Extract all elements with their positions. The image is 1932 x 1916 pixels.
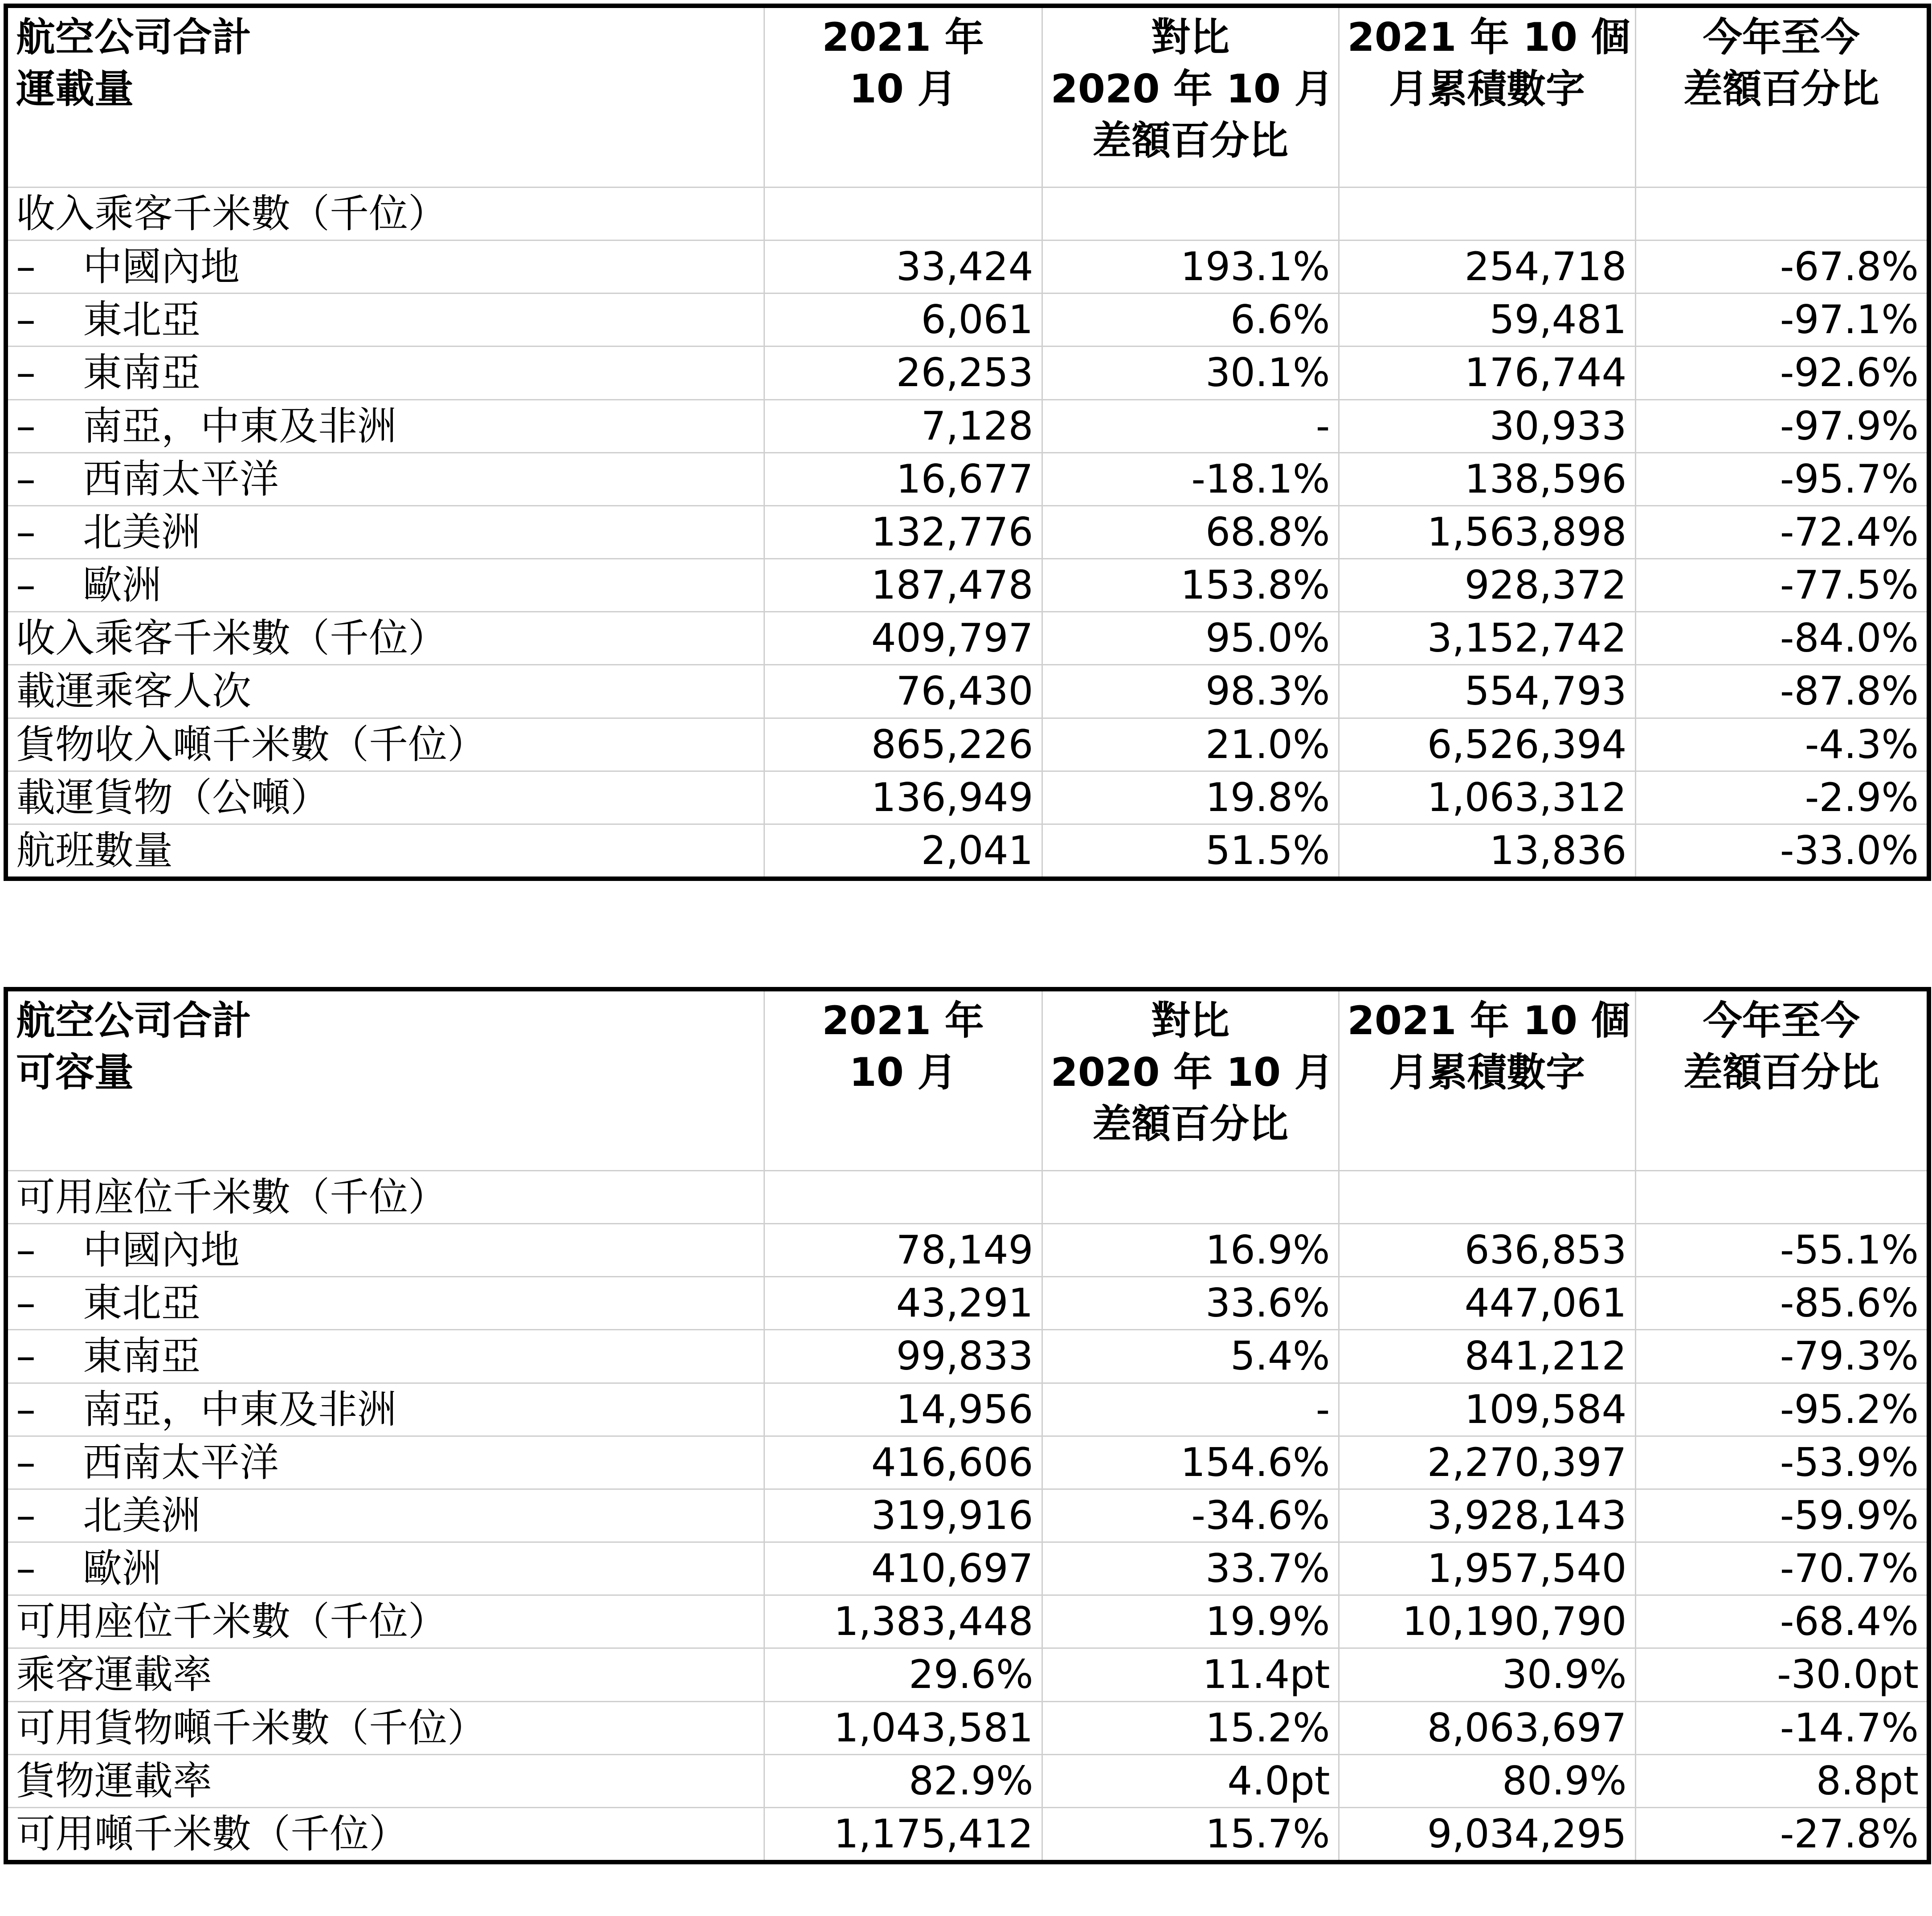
cumulative-value: 3,152,742 xyxy=(1339,612,1635,665)
month-value: 99,833 xyxy=(764,1330,1042,1383)
table-row xyxy=(6,1701,1929,1754)
header-row xyxy=(6,989,1929,1171)
row-label: 中國內地 xyxy=(83,244,240,290)
row-label-cell xyxy=(6,453,764,505)
table-row xyxy=(6,824,1929,879)
ytd-value xyxy=(1635,1171,1929,1224)
month-value: 76,430 xyxy=(764,665,1042,718)
cumulative-value: 30,933 xyxy=(1339,400,1635,453)
row-label: 北美洲 xyxy=(83,1492,201,1538)
compare-value: -34.6% xyxy=(1042,1489,1339,1542)
compare-value: 154.6% xyxy=(1042,1436,1339,1489)
table-row xyxy=(6,771,1929,824)
ytd-value: -87.8% xyxy=(1635,665,1929,718)
row-label-cell xyxy=(6,1171,764,1224)
cumulative-value: 138,596 xyxy=(1339,453,1635,505)
cumulative-value: 1,563,898 xyxy=(1339,505,1635,558)
cumulative-value: 554,793 xyxy=(1339,665,1635,718)
compare-value: 6.6% xyxy=(1042,294,1339,347)
month-value: 82.9% xyxy=(764,1754,1042,1807)
row-label-cell xyxy=(6,718,764,771)
month-value: 187,478 xyxy=(764,559,1042,612)
month-value: 410,697 xyxy=(764,1542,1042,1595)
ytd-value: -92.6% xyxy=(1635,347,1929,400)
ytd-value: -27.8% xyxy=(1635,1807,1929,1862)
month-value: 6,061 xyxy=(764,294,1042,347)
table-row xyxy=(6,1383,1929,1436)
row-label-cell xyxy=(6,771,764,824)
row-label-cell xyxy=(6,612,764,665)
cumulative-value: 1,957,540 xyxy=(1339,1542,1635,1595)
row-label-cell xyxy=(6,665,764,718)
month-value: 416,606 xyxy=(764,1436,1042,1489)
cumulative-value: 6,526,394 xyxy=(1339,718,1635,771)
month-value: 319,916 xyxy=(764,1489,1042,1542)
month-value xyxy=(764,188,1042,241)
dash-marker: – xyxy=(16,1280,36,1326)
row-label-cell xyxy=(6,1542,764,1595)
dash-marker: – xyxy=(16,509,36,555)
cumulative-value: 2,270,397 xyxy=(1339,1436,1635,1489)
table-row xyxy=(6,347,1929,400)
ytd-value: -85.6% xyxy=(1635,1277,1929,1330)
dash-marker: – xyxy=(16,562,36,608)
title-line-1: 航空公司合計 xyxy=(16,14,252,60)
row-label: 貨物收入噸千米數（千位） xyxy=(16,721,487,767)
compare-value: 153.8% xyxy=(1042,559,1339,612)
table-row xyxy=(6,400,1929,453)
month-value: 1,175,412 xyxy=(764,1807,1042,1862)
ytd-value: -55.1% xyxy=(1635,1224,1929,1277)
ytd-value xyxy=(1635,188,1929,241)
table-row xyxy=(6,1648,1929,1701)
col-header-ytd: 今年至今 差額百分比 xyxy=(1635,989,1929,1171)
ytd-value: -14.7% xyxy=(1635,1701,1929,1754)
table-title xyxy=(6,6,764,188)
dash-marker: – xyxy=(16,1333,36,1379)
row-label: 東南亞 xyxy=(83,350,201,396)
row-label: 收入乘客千米數（千位） xyxy=(16,191,448,236)
row-label-cell xyxy=(6,1277,764,1330)
dash-marker: – xyxy=(16,1227,36,1273)
dash-marker: – xyxy=(16,350,36,396)
compare-value: 16.9% xyxy=(1042,1224,1339,1277)
row-label: 收入乘客千米數（千位） xyxy=(16,615,448,661)
month-value: 14,956 xyxy=(764,1383,1042,1436)
row-label: 可用座位千米數（千位） xyxy=(16,1598,448,1645)
row-label-cell xyxy=(6,1648,764,1701)
dash-marker: – xyxy=(16,456,36,502)
row-label-cell xyxy=(6,1489,764,1542)
capacity-table xyxy=(4,987,1931,1864)
table-row xyxy=(6,453,1929,505)
table-row xyxy=(6,1754,1929,1807)
ytd-value: -79.3% xyxy=(1635,1330,1929,1383)
month-value: 26,253 xyxy=(764,347,1042,400)
month-value: 29.6% xyxy=(764,1648,1042,1701)
ytd-value: -67.8% xyxy=(1635,241,1929,294)
cumulative-value xyxy=(1339,188,1635,241)
ytd-value: -53.9% xyxy=(1635,1436,1929,1489)
row-label-cell xyxy=(6,1807,764,1862)
row-label-cell xyxy=(6,1701,764,1754)
cumulative-value: 3,928,143 xyxy=(1339,1489,1635,1542)
row-label: 西南太平洋 xyxy=(83,1439,279,1485)
month-value: 409,797 xyxy=(764,612,1042,665)
row-label-cell xyxy=(6,1754,764,1807)
dash-marker: – xyxy=(16,244,36,290)
compare-value: 33.6% xyxy=(1042,1277,1339,1330)
compare-value xyxy=(1042,188,1339,241)
col-header-compare: 對比 2020 年 10 月 差額百分比 xyxy=(1042,6,1339,188)
month-value: 2,041 xyxy=(764,824,1042,879)
dash-marker: – xyxy=(16,1439,36,1485)
ytd-value: -4.3% xyxy=(1635,718,1929,771)
row-label: 中國內地 xyxy=(83,1227,240,1273)
row-label-cell xyxy=(6,1383,764,1436)
compare-value: 19.9% xyxy=(1042,1595,1339,1648)
month-value xyxy=(764,1171,1042,1224)
ytd-value: -95.7% xyxy=(1635,453,1929,505)
row-label: 東北亞 xyxy=(83,297,201,343)
row-label: 南亞，中東及非洲 xyxy=(83,403,397,449)
row-label: 可用座位千米數（千位） xyxy=(16,1174,448,1220)
cumulative-value: 636,853 xyxy=(1339,1224,1635,1277)
cumulative-value: 59,481 xyxy=(1339,294,1635,347)
row-label-cell xyxy=(6,1224,764,1277)
col-header-cumulative: 2021 年 10 個 月累積數字 xyxy=(1339,989,1635,1171)
compare-value: 68.8% xyxy=(1042,505,1339,558)
row-label-cell xyxy=(6,1595,764,1648)
row-label-cell xyxy=(6,505,764,558)
table-row xyxy=(6,1330,1929,1383)
month-value: 43,291 xyxy=(764,1277,1042,1330)
compare-value: -18.1% xyxy=(1042,453,1339,505)
month-value: 33,424 xyxy=(764,241,1042,294)
table-row xyxy=(6,1436,1929,1489)
ytd-value: -77.5% xyxy=(1635,559,1929,612)
table-row xyxy=(6,294,1929,347)
col-header-cumulative: 2021 年 10 個 月累積數字 xyxy=(1339,6,1635,188)
table-row xyxy=(6,241,1929,294)
row-label: 南亞，中東及非洲 xyxy=(83,1386,397,1432)
table-row xyxy=(6,505,1929,558)
cumulative-value xyxy=(1339,1171,1635,1224)
ytd-value: -2.9% xyxy=(1635,771,1929,824)
dash-marker: – xyxy=(16,403,36,449)
row-label: 載運乘客人次 xyxy=(16,668,252,714)
row-label: 可用貨物噸千米數（千位） xyxy=(16,1704,487,1751)
col-header-month: 2021 年 10 月 xyxy=(764,6,1042,188)
compare-value: 21.0% xyxy=(1042,718,1339,771)
ytd-value: -33.0% xyxy=(1635,824,1929,879)
ytd-value: -30.0pt xyxy=(1635,1648,1929,1701)
cumulative-value: 447,061 xyxy=(1339,1277,1635,1330)
month-value: 865,226 xyxy=(764,718,1042,771)
title-line-1: 航空公司合計 xyxy=(16,998,252,1044)
ytd-value: -72.4% xyxy=(1635,505,1929,558)
cumulative-value: 80.9% xyxy=(1339,1754,1635,1807)
row-label: 東北亞 xyxy=(83,1280,201,1326)
row-label: 西南太平洋 xyxy=(83,456,279,502)
row-label-cell xyxy=(6,1436,764,1489)
cumulative-value: 109,584 xyxy=(1339,1383,1635,1436)
row-label-cell xyxy=(6,241,764,294)
cumulative-value: 176,744 xyxy=(1339,347,1635,400)
title-line-2: 運載量 xyxy=(16,66,134,112)
ytd-value: -97.9% xyxy=(1635,400,1929,453)
ytd-value: 8.8pt xyxy=(1635,1754,1929,1807)
compare-value: - xyxy=(1042,400,1339,453)
cumulative-value: 841,212 xyxy=(1339,1330,1635,1383)
compare-value: 15.2% xyxy=(1042,1701,1339,1754)
ytd-value: -97.1% xyxy=(1635,294,1929,347)
compare-value: - xyxy=(1042,1383,1339,1436)
row-label: 貨物運載率 xyxy=(16,1757,212,1804)
row-label: 東南亞 xyxy=(83,1333,201,1379)
capacity-rows xyxy=(6,1171,1929,1863)
table-row xyxy=(6,612,1929,665)
col-header-compare: 對比 2020 年 10 月 差額百分比 xyxy=(1042,989,1339,1171)
row-label-cell xyxy=(6,559,764,612)
table-row xyxy=(6,1542,1929,1595)
row-label: 航班數量 xyxy=(16,827,173,873)
cumulative-value: 928,372 xyxy=(1339,559,1635,612)
month-value: 16,677 xyxy=(764,453,1042,505)
dash-marker: – xyxy=(16,1545,36,1592)
table-row xyxy=(6,1489,1929,1542)
cumulative-value: 254,718 xyxy=(1339,241,1635,294)
table-row xyxy=(6,1224,1929,1277)
header-row xyxy=(6,6,1929,188)
dash-marker: – xyxy=(16,1386,36,1432)
row-label-cell xyxy=(6,400,764,453)
compare-value: 15.7% xyxy=(1042,1807,1339,1862)
ytd-value: -68.4% xyxy=(1635,1595,1929,1648)
compare-value: 51.5% xyxy=(1042,824,1339,879)
row-label: 載運貨物（公噸） xyxy=(16,774,330,820)
table-row xyxy=(6,718,1929,771)
month-value: 136,949 xyxy=(764,771,1042,824)
ytd-value: -95.2% xyxy=(1635,1383,1929,1436)
compare-value xyxy=(1042,1171,1339,1224)
row-label-cell xyxy=(6,188,764,241)
cumulative-value: 10,190,790 xyxy=(1339,1595,1635,1648)
compare-value: 193.1% xyxy=(1042,241,1339,294)
cumulative-value: 30.9% xyxy=(1339,1648,1635,1701)
cumulative-value: 9,034,295 xyxy=(1339,1807,1635,1862)
row-label-cell xyxy=(6,347,764,400)
row-label: 歐洲 xyxy=(83,1545,162,1592)
col-header-month: 2021 年 10 月 xyxy=(764,989,1042,1171)
ytd-value: -59.9% xyxy=(1635,1489,1929,1542)
month-value: 1,043,581 xyxy=(764,1701,1042,1754)
compare-value: 95.0% xyxy=(1042,612,1339,665)
col-header-ytd: 今年至今 差額百分比 xyxy=(1635,6,1929,188)
table-row xyxy=(6,1171,1929,1224)
cumulative-value: 1,063,312 xyxy=(1339,771,1635,824)
dash-marker: – xyxy=(16,297,36,343)
dash-marker: – xyxy=(16,1492,36,1538)
table-row xyxy=(6,559,1929,612)
cumulative-value: 13,836 xyxy=(1339,824,1635,879)
row-label: 可用噸千米數（千位） xyxy=(16,1810,408,1857)
table-row xyxy=(6,1807,1929,1862)
row-label-cell xyxy=(6,1330,764,1383)
row-label: 乘客運載率 xyxy=(16,1651,212,1698)
table-row xyxy=(6,188,1929,241)
table-row xyxy=(6,1277,1929,1330)
compare-value: 11.4pt xyxy=(1042,1648,1339,1701)
compare-value: 33.7% xyxy=(1042,1542,1339,1595)
month-value: 7,128 xyxy=(764,400,1042,453)
month-value: 1,383,448 xyxy=(764,1595,1042,1648)
cumulative-value: 8,063,697 xyxy=(1339,1701,1635,1754)
title-line-2: 可容量 xyxy=(16,1049,134,1096)
ytd-value: -84.0% xyxy=(1635,612,1929,665)
row-label: 歐洲 xyxy=(83,562,162,608)
traffic-rows xyxy=(6,188,1929,879)
row-label-cell xyxy=(6,824,764,879)
row-label: 北美洲 xyxy=(83,509,201,555)
compare-value: 19.8% xyxy=(1042,771,1339,824)
table-row xyxy=(6,1595,1929,1648)
traffic-table xyxy=(4,4,1931,881)
compare-value: 4.0pt xyxy=(1042,1754,1339,1807)
table-row xyxy=(6,665,1929,718)
compare-value: 5.4% xyxy=(1042,1330,1339,1383)
row-label-cell xyxy=(6,294,764,347)
compare-value: 30.1% xyxy=(1042,347,1339,400)
table-title xyxy=(6,989,764,1171)
month-value: 132,776 xyxy=(764,505,1042,558)
month-value: 78,149 xyxy=(764,1224,1042,1277)
compare-value: 98.3% xyxy=(1042,665,1339,718)
ytd-value: -70.7% xyxy=(1635,1542,1929,1595)
